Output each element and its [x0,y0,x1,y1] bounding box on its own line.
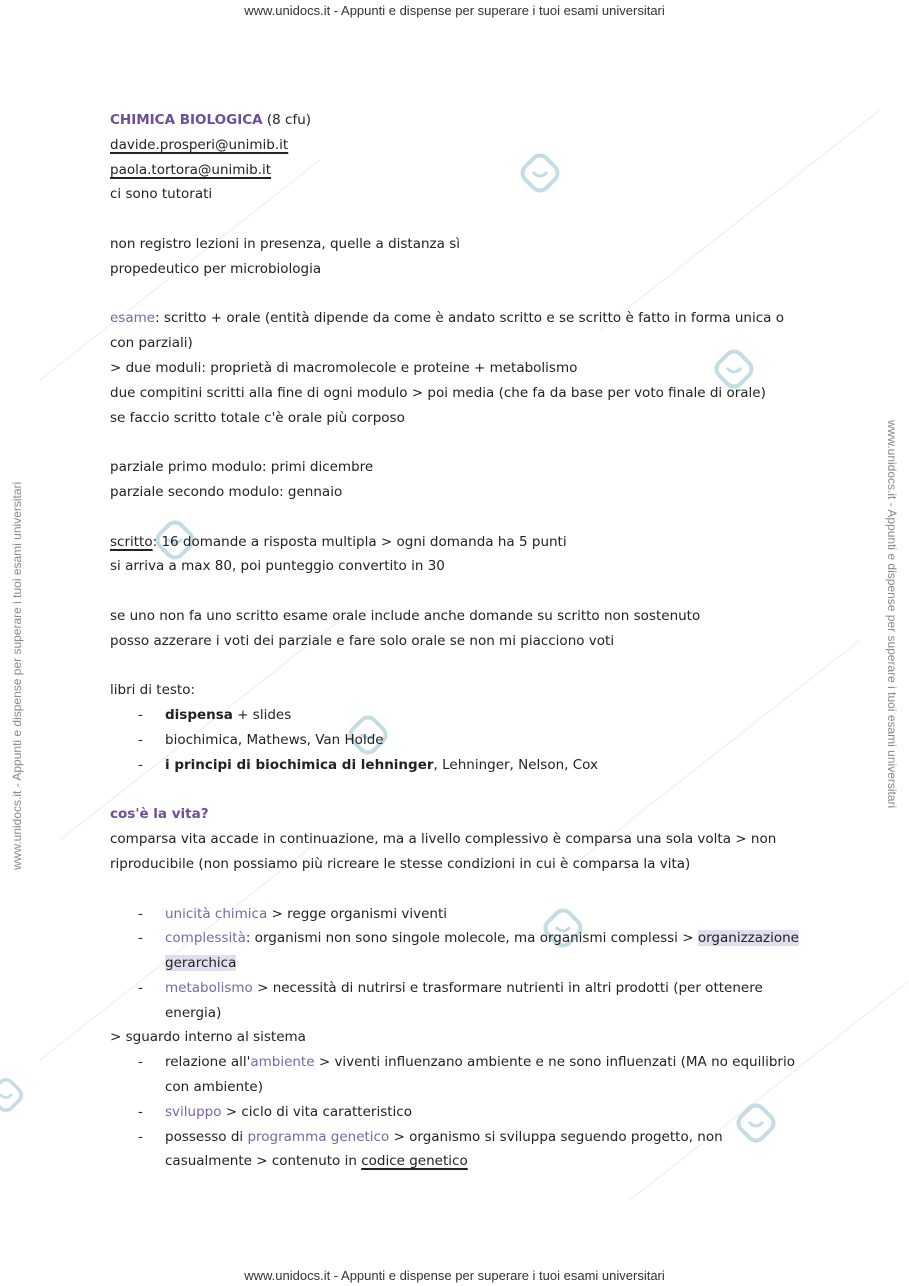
section-heading-life: cos'è la vita? [110,806,209,823]
email-link-2[interactable]: paola.tortora@unimib.it [110,161,272,178]
tutoring-note: ci sono tutorati [110,186,213,203]
list-item: - i principi di biochimica di lehninger, Lehninger, Nelson, Cox [110,753,800,778]
watermark-left: www.unidocs.it - Appunti e dispense per superare i tuoi esami universitari [10,481,24,870]
list-item: - relazione all'ambiente > viventi influenzano ambiente e ne sono influenzati (MA no equilibrio con ambiente) [110,1050,800,1100]
list-item: - unicità chimica > regge organismi viventi [110,902,800,927]
written-score: si arriva a max 80, poi punteggio convertito in 30 [110,558,445,575]
course-title: CHIMICA BIOLOGICA [110,112,263,128]
list-item: - dispensa + slides [110,703,800,728]
watermark-right: www.unidocs.it - Appunti e dispense per superare i tuoi esami universitari [885,420,899,809]
list-item: - possesso di programma genetico > organismo si sviluppa seguendo progetto, non casualmente > contenuto in codice genetico [110,1125,800,1175]
exam-modules: > due moduli: proprietà di macromolecole e proteine + metabolismo [110,359,578,376]
unidocs-logo-icon [0,1075,26,1115]
list-item: - sviluppo > ciclo di vita caratteristico [110,1100,800,1125]
genetic-code-link: codice genetico [361,1153,468,1170]
partial-1: parziale primo modulo: primi dicembre [110,459,374,476]
exam-text: : scritto + orale (entità dipende da come è andato scritto e se scritto è fatto in forma unica o [155,310,784,327]
exam-label: esame [110,310,156,327]
internal-list [110,1050,800,1174]
life-properties-list [110,902,800,1026]
recording-note: non registro lezioni in presenza, quelle a distanza sì [110,235,460,252]
exam-full-written: se faccio scritto totale c'è orale più corposo [110,409,405,426]
life-paragraph-2: riproducibile (non possiamo più ricreare le stesse condizioni in cui è comparsa la vita) [110,855,691,872]
course-credits: (8 cfu) [262,112,312,128]
partial-2: parziale secondo modulo: gennaio [110,483,343,500]
exam-text-cont: con parziali) [110,335,193,352]
written-label: scritto [110,533,153,550]
watermark-header: www.unidocs.it - Appunti e dispense per superare i tuoi esami universitari [244,3,665,18]
prerequisite-note: propedeutico per microbiologia [110,260,322,277]
reset-note: posso azzerare i voti dei parziale e fare solo orale se non mi piacciono voti [110,632,615,649]
watermark-footer: www.unidocs.it - Appunti e dispense per superare i tuoi esami universitari [244,1268,665,1283]
books-label: libri di testo: [110,682,196,699]
list-item: - complessità: organismi non sono singole molecole, ma organismi complessi > organizzazione gerarchica [110,926,800,976]
written-text: : 16 domande a risposta multipla > ogni domanda ha 5 punti [152,533,567,550]
list-item: - biochimica, Mathews, Van Holde [110,728,800,753]
course-header [110,108,800,133]
oral-note: se uno non fa uno scritto esame orale include anche domande su scritto non sostenuto [110,607,701,624]
list-item: - metabolismo > necessità di nutrirsi e trasformare nutrienti in altri prodotti (per ottenere energia) [110,976,800,1026]
email-link-1[interactable]: davide.prosperi@unimib.it [110,136,289,153]
internal-look: > sguardo interno al sistema [110,1029,306,1046]
exam-midterms: due compitini scritti alla fine di ogni modulo > poi media (che fa da base per voto finale di orale) [110,384,766,401]
books-list [110,703,800,777]
life-paragraph-1: comparsa vita accade in continuazione, ma a livello complessivo è comparsa una sola volta > non [110,831,777,848]
notes-page [110,108,800,1174]
